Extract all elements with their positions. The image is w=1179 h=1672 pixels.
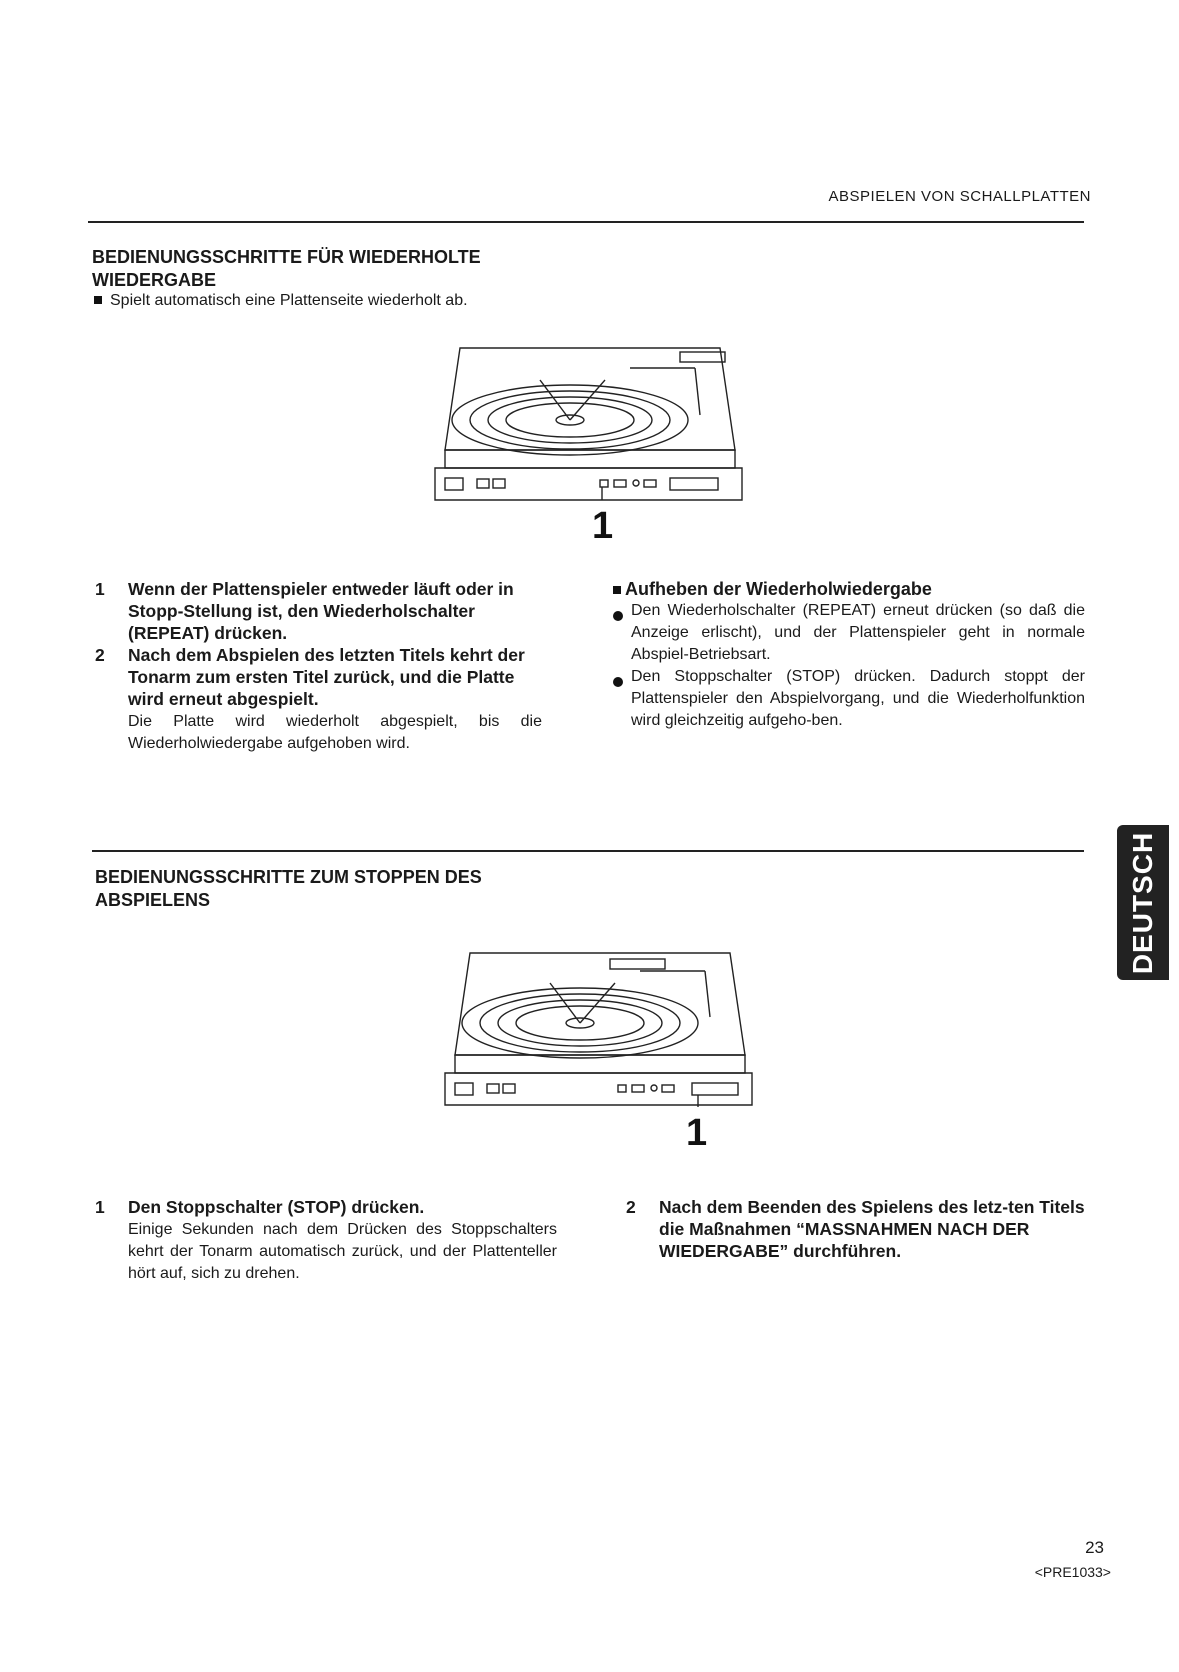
- square-bullet-icon: [613, 586, 621, 594]
- repeat-cancel: [613, 578, 1085, 732]
- repeat-step-1: 1 Wenn der Plattenspieler entweder läuft oder in Stopp-Stellung ist, den Wiederholschalter (REPEAT) drücken.: [95, 579, 514, 643]
- section-title-repeat: BEDIENUNGSSCHRITTE FÜR WIEDERHOLTE WIEDERGABE: [92, 247, 481, 290]
- cancel-item-1: Den Wiederholschalter (REPEAT) erneut drücken (so daß die Anzeige erlischt), und der Plattenspieler geht in normale Abspiel-Betriebsart.: [613, 600, 1085, 666]
- square-bullet-icon: [94, 296, 102, 304]
- header-rule: [88, 221, 1084, 223]
- page-number: 23: [1085, 1538, 1104, 1557]
- section-rule: [92, 850, 1084, 852]
- language-tab: DEUTSCH: [1117, 825, 1169, 980]
- stop-step-2: 2 Nach dem Beenden des Spielens des letz-ten Titels die Maßnahmen “MASSNAHMEN NACH DER WIEDERGABE” durchführen.: [626, 1197, 1085, 1261]
- running-header: ABSPIELEN VON SCHALLPLATTEN: [828, 188, 1091, 205]
- turntable-illustration-repeat: [430, 340, 750, 550]
- figure-callout-stop: 1: [686, 1112, 708, 1154]
- document-code: <PRE1033>: [1034, 1564, 1111, 1580]
- repeat-intro: Spielt automatisch eine Plattenseite wiederholt ab.: [94, 292, 468, 310]
- round-bullet-icon: [613, 677, 623, 687]
- round-bullet-icon: [613, 611, 623, 621]
- repeat-steps: [95, 578, 542, 755]
- stop-step-1: 1 Den Stoppschalter (STOP) drücken. Einige Sekunden nach dem Drücken des Stoppschalters kehrt der Tonarm automatisch zurück, und der Plattenteller hört auf, sich zu drehen.: [95, 1197, 557, 1282]
- figure-callout-repeat: 1: [592, 505, 614, 547]
- section-title-stop: BEDIENUNGSSCHRITTE ZUM STOPPEN DES ABSPIELENS: [95, 867, 482, 910]
- repeat-step-2: 2 Nach dem Abspielen des letzten Titels kehrt der Tonarm zum ersten Titel zurück, und die Platte wird erneut abgespielt. Die Platte wird wiederholt abgespielt, bis die Wiederholwiedergabe aufgehoben wird.: [95, 645, 542, 752]
- cancel-title: Aufheben der Wiederholwiedergabe: [613, 578, 1085, 600]
- turntable-illustration-stop: [440, 945, 760, 1160]
- cancel-item-2: Den Stoppschalter (STOP) drücken. Dadurch stoppt der Plattenspieler den Abspielvorgang, und die Wiederholfunktion wird gleichzeitig aufgeho-ben.: [613, 666, 1085, 732]
